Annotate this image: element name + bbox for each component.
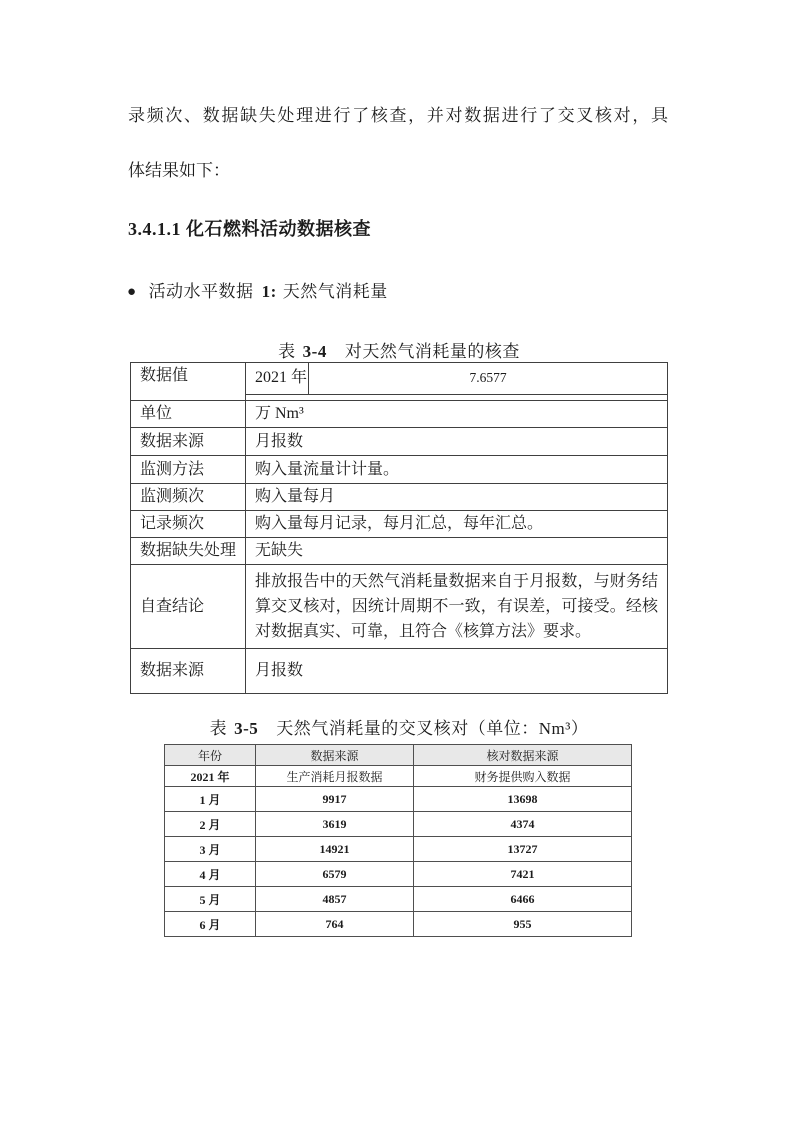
caption-number: 3-4 — [302, 342, 327, 361]
table-row — [131, 484, 668, 511]
table-3-4 — [130, 362, 668, 694]
table-row — [165, 862, 632, 887]
bullet-number: 1: — [261, 282, 277, 301]
t35-source-row — [165, 766, 632, 787]
table-3-5-caption — [130, 714, 668, 739]
table-3-4-caption — [130, 337, 668, 362]
t35-check-cell: 7421 — [414, 862, 632, 887]
t35-source-cell: 6579 — [256, 862, 414, 887]
t35-header-year: 年份 — [165, 745, 256, 766]
t34-label-cell: 自查结论 — [131, 565, 246, 649]
t34-value-cell — [246, 363, 668, 401]
t35-source-cell: 3619 — [256, 812, 414, 837]
t35-source-cell: 9917 — [256, 787, 414, 812]
table-row — [131, 363, 668, 401]
table-row — [165, 887, 632, 912]
table-row — [131, 649, 668, 694]
paragraph-line-1: 录频次、数据缺失处理进行了核查，并对数据进行了交叉核对，具 — [128, 106, 668, 125]
t34-value-cell: 月报数 — [246, 428, 668, 456]
table-row — [131, 511, 668, 538]
t35-source-desc-cell: 生产消耗月报数据 — [256, 766, 414, 787]
t35-header-source: 数据来源 — [256, 745, 414, 766]
t35-check-desc-cell: 财务提供购入数据 — [414, 766, 632, 787]
t35-check-cell: 6466 — [414, 887, 632, 912]
t34-value-cell: 购入量每月记录，每月汇总，每年汇总。 — [246, 511, 668, 538]
table-row — [165, 837, 632, 862]
table-row — [165, 812, 632, 837]
t35-month-cell: 5 月 — [165, 887, 256, 912]
bullet-suffix: 天然气消耗量 — [282, 282, 388, 301]
table-3-5 — [164, 744, 632, 937]
t35-month-cell: 6 月 — [165, 912, 256, 937]
t34-value-cell: 购入量流量计计量。 — [246, 456, 668, 484]
t34-label-cell: 数据缺失处理 — [131, 538, 246, 565]
t34-label-cell: 数据来源 — [131, 649, 246, 694]
bullet-prefix: 活动水平数据 — [148, 282, 254, 301]
t34-value-cell: 排放报告中的天然气消耗量数据来自于月报数，与财务结算交叉核对，因统计周期不一致，有误差，可接受。经核对数据真实、可靠，且符合《核算方法》要求。 — [246, 565, 668, 649]
table-row — [131, 456, 668, 484]
t35-check-cell: 4374 — [414, 812, 632, 837]
caption-label: 表 — [278, 342, 296, 361]
bullet-line — [127, 277, 388, 302]
t34-datavalue-cell: 7.6577 — [469, 370, 507, 385]
bullet-icon: ● — [127, 284, 137, 300]
t35-source-cell: 764 — [256, 912, 414, 937]
t34-year-cell: 2021 年 — [246, 363, 309, 394]
t35-month-cell: 2 月 — [165, 812, 256, 837]
t35-month-cell: 1 月 — [165, 787, 256, 812]
t35-year-cell: 2021 年 — [165, 766, 256, 787]
caption-title: 天然气消耗量的交叉核对（单位：Nm³） — [276, 719, 589, 738]
t34-label-cell: 监测频次 — [131, 484, 246, 511]
caption-label: 表 — [209, 719, 228, 738]
t34-value-cell: 无缺失 — [246, 538, 668, 565]
t34-label-cell: 数据值 — [131, 363, 246, 401]
t34-label-cell: 数据来源 — [131, 428, 246, 456]
t35-check-cell: 955 — [414, 912, 632, 937]
t35-header-check: 核对数据来源 — [414, 745, 632, 766]
t34-nested-row — [246, 363, 667, 395]
caption-title: 对天然气消耗量的核查 — [344, 342, 520, 361]
t35-source-cell: 14921 — [256, 837, 414, 862]
table-row — [165, 787, 632, 812]
t34-value-cell: 万 Nm³ — [246, 401, 668, 428]
paragraph-line-2: 体结果如下： — [128, 161, 230, 180]
table-row — [131, 428, 668, 456]
t35-month-cell: 3 月 — [165, 837, 256, 862]
t34-label-cell: 记录频次 — [131, 511, 246, 538]
section-heading: 3.4.1.1 化石燃料活动数据核查 — [128, 219, 371, 239]
t35-check-cell: 13727 — [414, 837, 632, 862]
t34-value-cell: 购入量每月 — [246, 484, 668, 511]
table-row — [131, 538, 668, 565]
t34-label-cell: 单位 — [131, 401, 246, 428]
t35-check-cell: 13698 — [414, 787, 632, 812]
table-row — [165, 912, 632, 937]
table-row — [131, 565, 668, 649]
caption-number: 3-5 — [234, 719, 259, 738]
t35-header-row — [165, 745, 632, 766]
t34-value-cell: 月报数 — [246, 649, 668, 694]
table-row — [131, 401, 668, 428]
t35-source-cell: 4857 — [256, 887, 414, 912]
t34-label-cell: 监测方法 — [131, 456, 246, 484]
t35-month-cell: 4 月 — [165, 862, 256, 887]
